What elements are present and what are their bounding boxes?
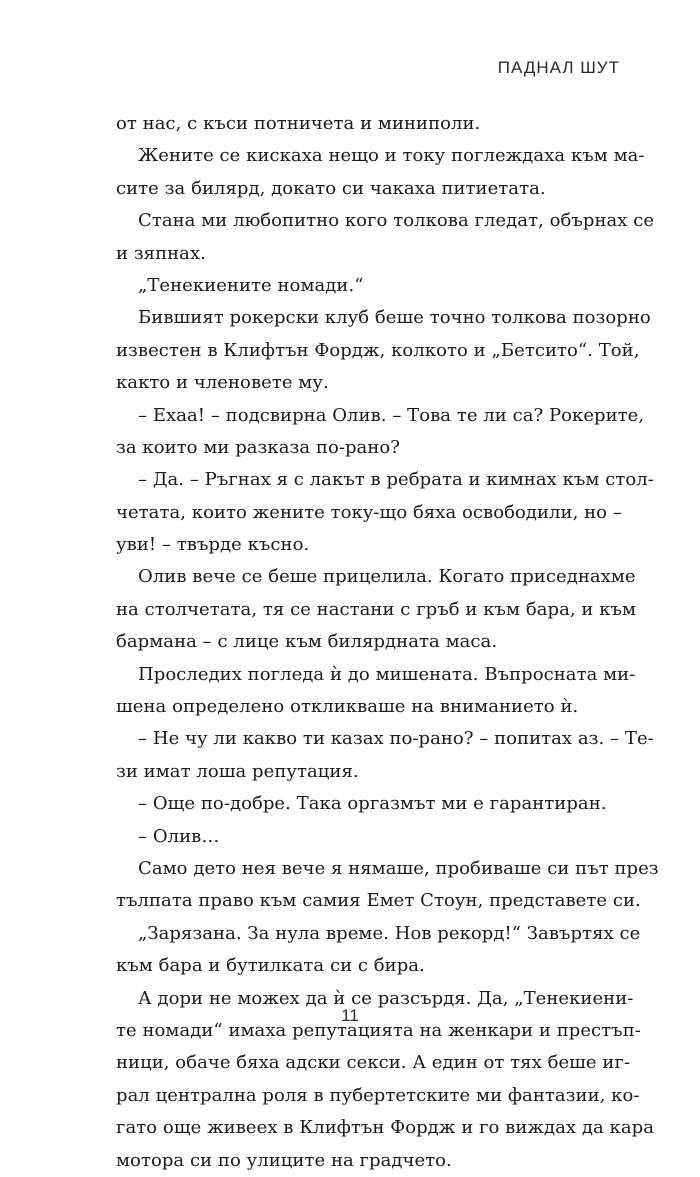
text-line: – Ехаа! – подсвирна Олив. – Това те ли са? Рокерите, <box>138 404 645 426</box>
text-line: за които ми разказа по-рано? <box>116 436 400 458</box>
text-line: към бара и бутилката си с бира. <box>116 955 425 977</box>
text-line: Само дето нея вече я нямаше, пробиваше си път през <box>138 857 659 879</box>
running-head: ПАДНАЛ ШУТ <box>497 58 620 77</box>
text-line: четата, които жените току-що бяха освободили, но – <box>116 501 622 523</box>
text-line: бармана – с лице към билярдната маса. <box>116 631 498 653</box>
text-line: както и членовете му. <box>116 372 329 394</box>
text-line: сите за билярд, докато си чакаха питиетата. <box>116 177 546 199</box>
text-line: мотора си по улиците на градчето. <box>116 1149 452 1171</box>
text-line: на столчетата, тя се настани с гръб и към бара, и към <box>116 598 637 620</box>
text-line: уви! – твърде късно. <box>116 534 310 556</box>
text-line: „Тенекиените номади.“ <box>138 274 364 296</box>
text-line: и зяпнах. <box>116 242 206 264</box>
text-line: – Още по-добре. Така оргазмът ми е гарантиран. <box>138 793 607 815</box>
text-line: А дори не можех да ѝ се разсърдя. Да, „Тенекиени- <box>138 987 634 1009</box>
text-line: Бившият рокерски клуб беше точно толкова позорно <box>138 307 651 329</box>
text-line: Проследих погледа ѝ до мишената. Въпросната ми- <box>138 663 636 685</box>
text-line: Жените се кискаха нещо и току поглеждаха към ма- <box>138 145 645 167</box>
text-line: известен в Клифтън Фордж, колкото и „Бетсито“. Той, <box>116 339 640 361</box>
text-line: ници, обаче бяха адски секси. А един от тях беше иг- <box>116 1052 631 1074</box>
text-line: шена определено откликваше на вниманието ѝ. <box>116 696 579 718</box>
text-line: от нас, с къси потничета и миниполи. <box>116 113 481 134</box>
text-line: – Да. – Ръгнах я с лакът в ребрата и кимнах към стол- <box>138 469 654 491</box>
text-line: – Не чу ли какво ти казах по-рано? – попитах аз. – Те- <box>138 728 654 750</box>
text-line: гато още живеех в Клифтън Фордж и го виждах да кара <box>116 1117 654 1139</box>
text-line: те номади“ имаха репутацията на женкари и престъп- <box>116 1019 641 1041</box>
text-line: Стана ми любопитно кого толкова гледат, обърнах се <box>138 210 655 232</box>
text-line: – Олив… <box>138 825 220 847</box>
text-line: „Зарязана. За нула време. Нов рекорд!“ Завъртях се <box>138 922 641 944</box>
text-line: зи имат лоша репутация. <box>116 760 359 782</box>
page-number: 11 <box>341 1006 359 1025</box>
text-line: рал централна роля в пубертетските ми фантазии, ко- <box>116 1084 640 1106</box>
text-line: Олив вече се беше прицелила. Когато приседнахме <box>138 566 636 588</box>
text-line: тълпата право към самия Емет Стоун, представете си. <box>116 890 641 912</box>
